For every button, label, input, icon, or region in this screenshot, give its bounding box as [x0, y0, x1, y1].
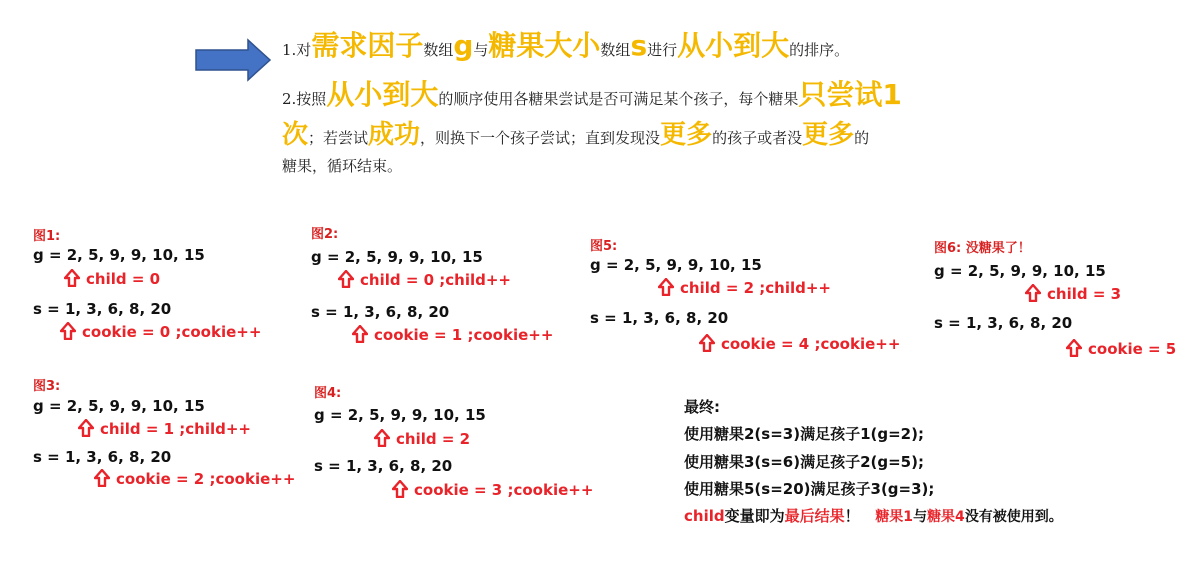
- figure-3-cookie-pointer: cookie = 2 ;cookie++: [94, 469, 295, 488]
- figure-4-child-pointer: child = 2: [374, 429, 470, 448]
- up-arrow-icon: [374, 429, 390, 447]
- figure-3-title: 图3:: [33, 379, 61, 394]
- figure-3-g-array: g = 2, 5, 9, 9, 10, 15: [33, 397, 205, 415]
- final-row: 使用糖果5(s=20)满足孩子3(g=3);: [684, 480, 935, 498]
- figure-1-g-array: g = 2, 5, 9, 9, 10, 15: [33, 246, 205, 264]
- right-arrow-icon: [194, 38, 272, 82]
- up-arrow-icon: [658, 278, 674, 296]
- figure-1-s-array: s = 1, 3, 6, 8, 20: [33, 300, 172, 318]
- figure-6-s-array: s = 1, 3, 6, 8, 20: [934, 314, 1073, 332]
- figure-4-g-array: g = 2, 5, 9, 9, 10, 15: [314, 406, 486, 424]
- figure-5-child-pointer: child = 2 ;child++: [658, 278, 831, 297]
- final-conclusion: child变量即为最后结果！ 糖果1与糖果4没有被使用到。: [684, 507, 1063, 525]
- description-line-3: 次；若尝试成功，则换下一个孩子尝试；直到发现没更多的孩子或者没更多的: [282, 120, 870, 150]
- up-arrow-icon: [1066, 339, 1082, 357]
- description-line-2: 2.按照从小到大的顺序使用各糖果尝试是否可满足某个孩子，每个糖果只尝试1: [282, 78, 902, 111]
- figure-3-child-pointer: child = 1 ;child++: [78, 419, 251, 438]
- figure-1-cookie-pointer: cookie = 0 ;cookie++: [60, 322, 261, 341]
- up-arrow-icon: [392, 480, 408, 498]
- figure-2-title: 图2:: [311, 227, 339, 242]
- description-line-1: 1.对需求因子数组g与糖果大小数组s进行从小到大的排序。: [282, 29, 850, 62]
- up-arrow-icon: [352, 325, 368, 343]
- figure-5-g-array: g = 2, 5, 9, 9, 10, 15: [590, 256, 762, 274]
- figure-6-title: 图6: 没糖果了！: [934, 241, 1031, 256]
- up-arrow-icon: [94, 469, 110, 487]
- figure-3-s-array: s = 1, 3, 6, 8, 20: [33, 448, 172, 466]
- figure-5-title: 图5:: [590, 239, 618, 254]
- up-arrow-icon: [60, 322, 76, 340]
- up-arrow-icon: [78, 419, 94, 437]
- final-row: 使用糖果2(s=3)满足孩子1(g=2);: [684, 425, 924, 443]
- figure-6-g-array: g = 2, 5, 9, 9, 10, 15: [934, 262, 1106, 280]
- description-line-4: 糖果，循环结束。: [282, 157, 403, 175]
- up-arrow-icon: [338, 270, 354, 288]
- figure-4-s-array: s = 1, 3, 6, 8, 20: [314, 457, 453, 475]
- figure-4-title: 图4:: [314, 386, 342, 401]
- final-row: 使用糖果3(s=6)满足孩子2(g=5);: [684, 453, 924, 471]
- up-arrow-icon: [1025, 284, 1041, 302]
- figure-5-s-array: s = 1, 3, 6, 8, 20: [590, 309, 729, 327]
- final-title: 最终:: [684, 398, 720, 416]
- figure-4-cookie-pointer: cookie = 3 ;cookie++: [392, 480, 593, 499]
- figure-2-child-pointer: child = 0 ;child++: [338, 270, 511, 289]
- figure-2-g-array: g = 2, 5, 9, 9, 10, 15: [311, 248, 483, 266]
- up-arrow-icon: [64, 269, 80, 287]
- figure-5-cookie-pointer: cookie = 4 ;cookie++: [699, 334, 900, 353]
- figure-1-title: 图1:: [33, 229, 61, 244]
- figure-2-cookie-pointer: cookie = 1 ;cookie++: [352, 325, 553, 344]
- figure-6-child-pointer: child = 3: [1025, 284, 1121, 303]
- figure-1-child-pointer: child = 0: [64, 269, 160, 288]
- figure-2-s-array: s = 1, 3, 6, 8, 20: [311, 303, 450, 321]
- up-arrow-icon: [699, 334, 715, 352]
- figure-6-cookie-pointer: cookie = 5: [1066, 339, 1176, 358]
